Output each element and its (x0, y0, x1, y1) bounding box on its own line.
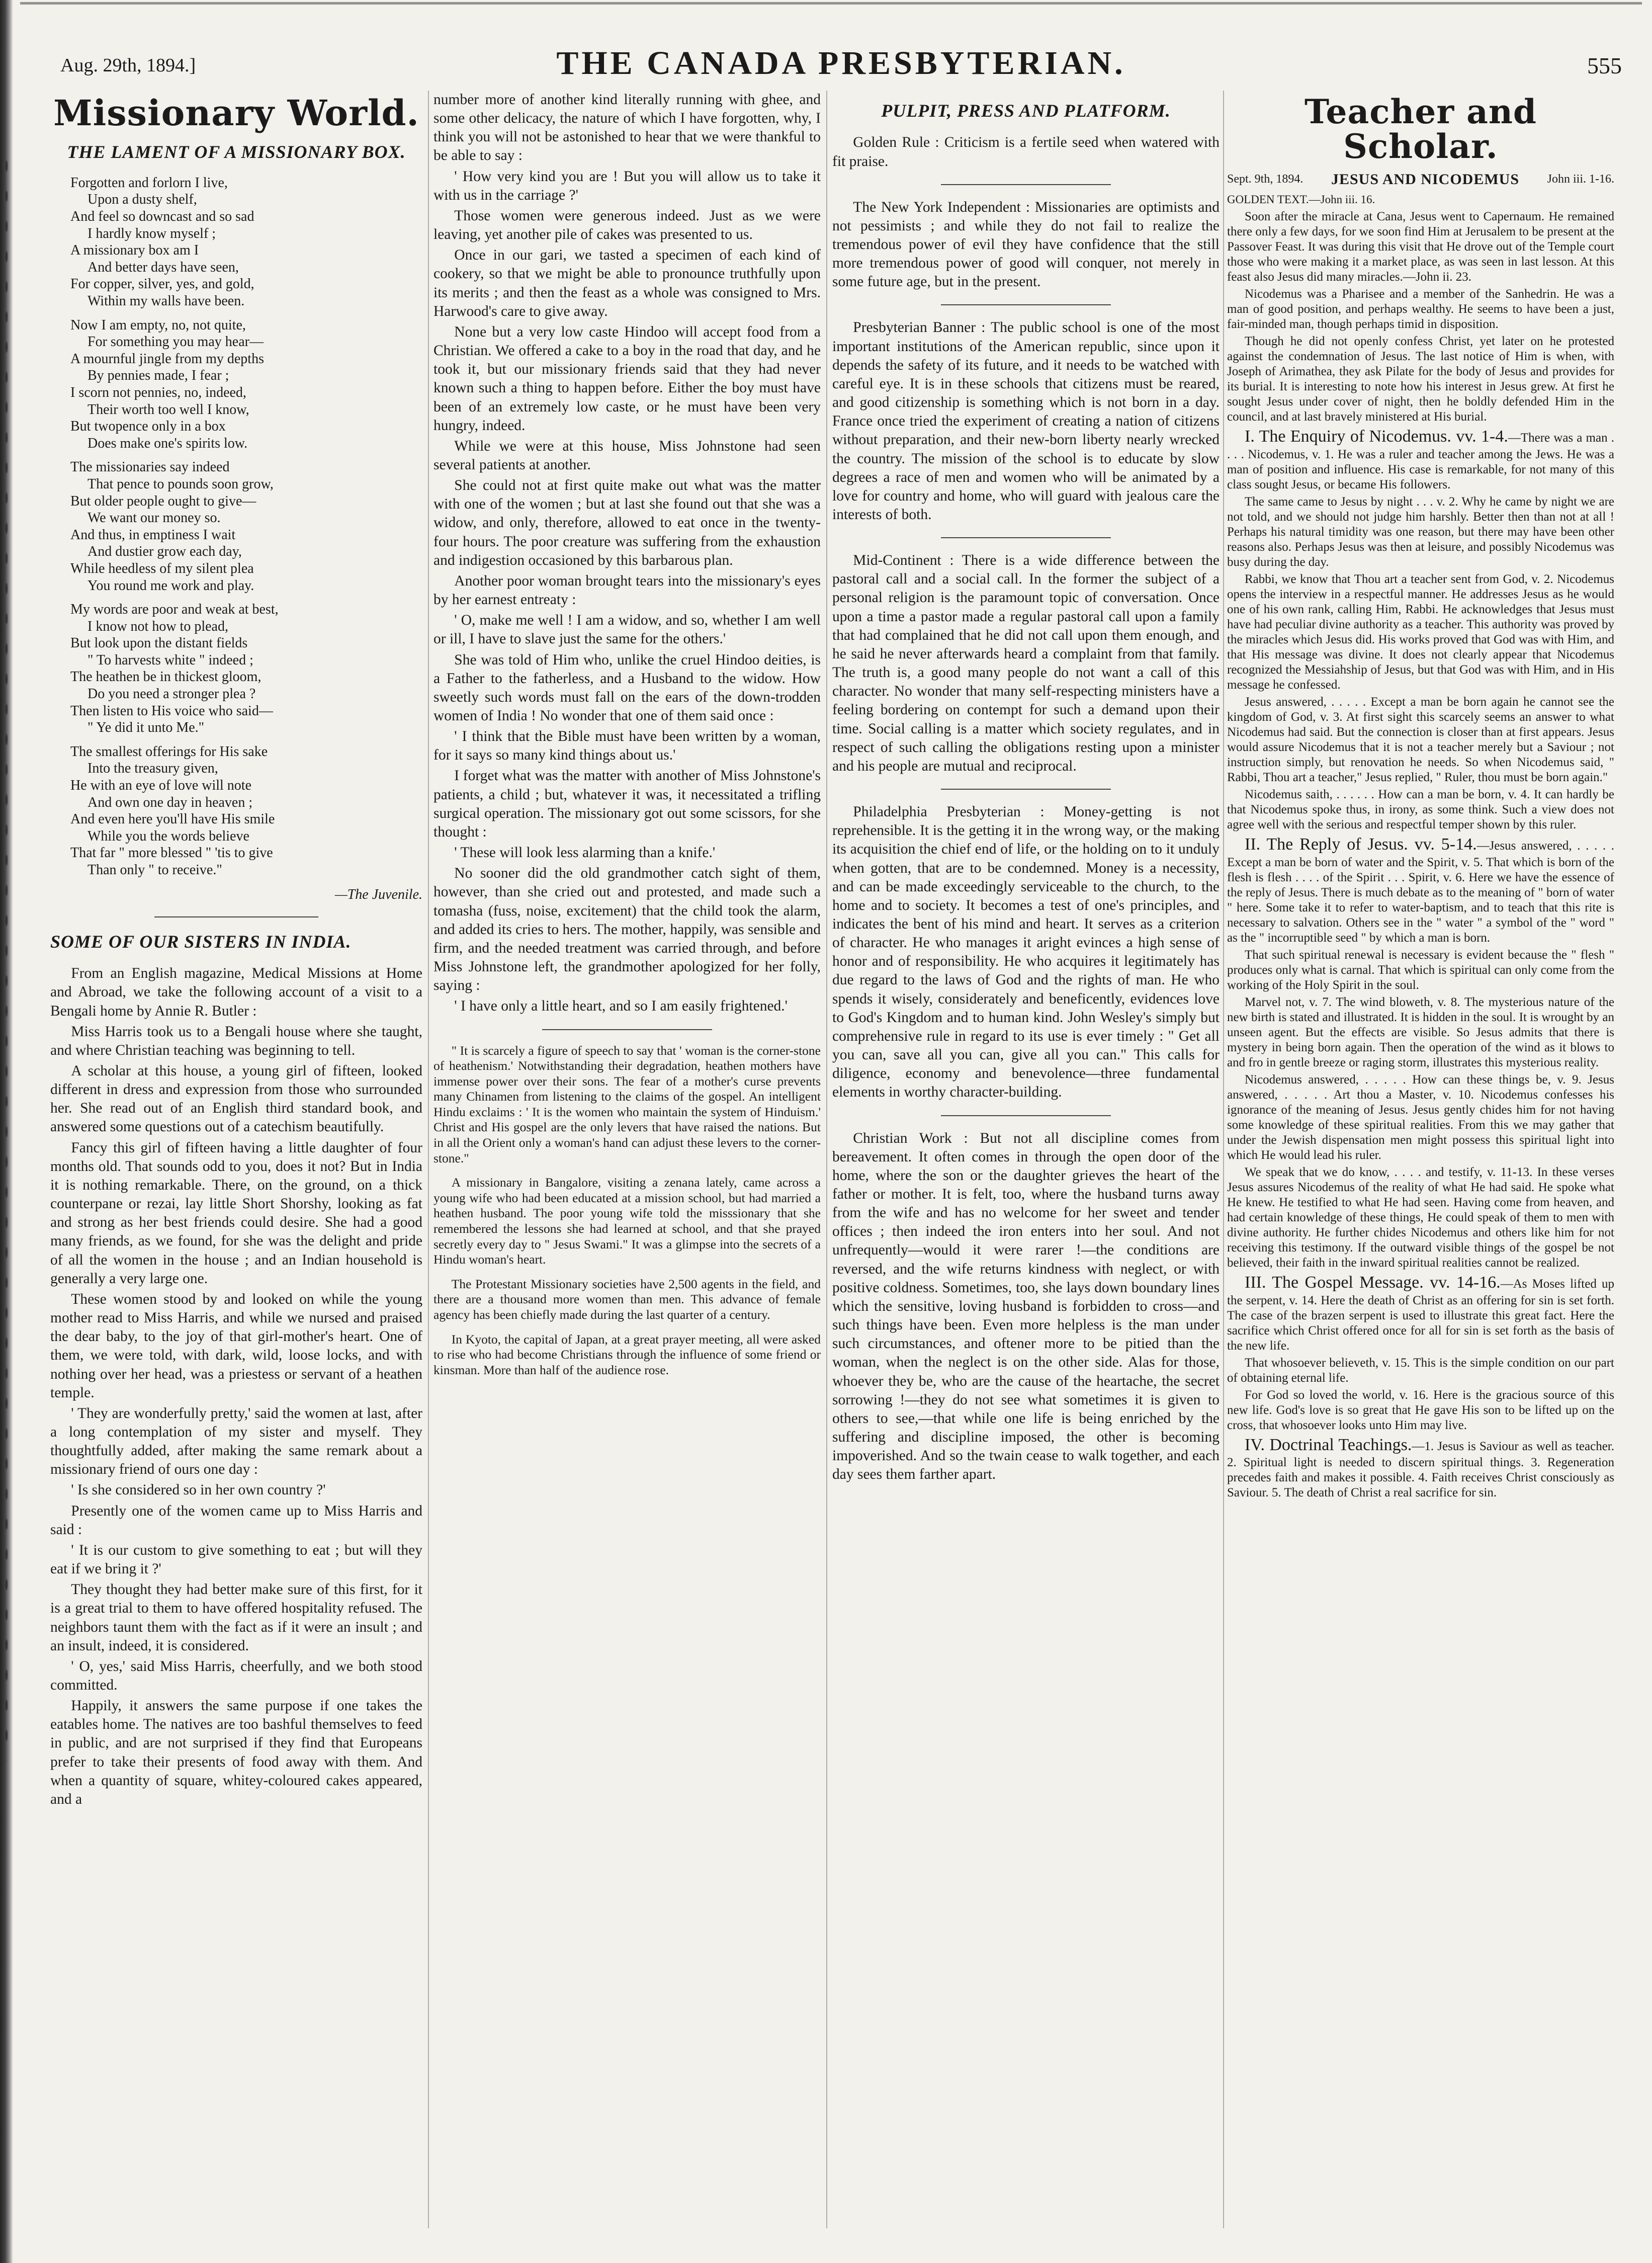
poem-line: And better days have seen, (88, 259, 239, 275)
lesson-date: Sept. 9th, 1894. (1227, 173, 1303, 186)
press-extract: Philadelphia Presbyterian : Money-getting is not reprehensible. It is the getting it in the wrong way, or the making its acquisition the chief end of life, or the holding on to it unduly when gotten, that are to be condemned. Money is a necessity, and can be made exceedingly serviceable to the church, to the home and to society. It becomes a test of one's principles, and indicates the bent of his mind and heart. It serves as a criterion of character. He who manages it aright evinces a high sense of honor and of responsibility. He who acquires it legitimately has due regard to the laws of God and the rights of man. He who spends it wisely, considerately and beneficently, evidences love to God's Kingdom and to human kind. John Wesley's simply but comprehensive rule in regard to its use is ever timely : " Get all you can, save all you can, give all you can." This calls for diligence, economy and benevolence—three fundamental elements in worthy character-building. (832, 804, 1220, 1101)
golden-text: GOLDEN TEXT.—John iii. 16. (1227, 193, 1375, 206)
paragraph: number more of another kind literally running with ghee, and some other delicacy, the nature of which I have forgotten, why, I think you will not be astonished to hear that we were thankful to be able to say : (433, 92, 821, 164)
lesson-paragraph: That such spiritual renewal is necessary is evident because the " flesh " produces only what is carnal. That which is spiritual can only come from the working of the Holy Spirit in the soul. (1227, 948, 1614, 992)
column-pulpit-press (832, 91, 1220, 2228)
poem-line: And feel so downcast and so sad (70, 209, 254, 225)
paragraph: ' O, make me well ! I am a widow, and so, whether I am well or ill, I have to slave just the same for the others.' (433, 612, 821, 647)
paragraph: Once in our gari, we tasted a specimen of each kind of cookery, so that we might be able to pronounce truthfully upon its merits ; and then the feast as a whole was consigned to Mrs. Harwood's care to give away. (433, 247, 821, 319)
note-paragraph: The Protestant Missionary societies have 2,500 agents in the field, and there are a thousand more women than men. This advance of female agency has been chiefly made during the last quarter of a century. (433, 1276, 821, 1322)
paragraph: ' It is our custom to give something to eat ; but will they eat if we bring it ?' (50, 1542, 422, 1577)
section-heading: Missionary World. (53, 92, 419, 134)
paragraph: ' These will look less alarming than a knife.' (454, 845, 716, 861)
article-body (50, 964, 422, 1809)
paragraph: While we were at this house, Miss Johnstone had seen several patients at another. (433, 438, 821, 473)
division-heading: I. The Enquiry of Nicodemus. vv. 1-4. (1245, 427, 1508, 446)
paragraph: ' Is she considered so in her own country ?' (71, 1482, 326, 1498)
section-title: PULPIT, PRESS AND PLATFORM. (881, 101, 1171, 121)
paragraph: A scholar at this house, a young girl of fifteen, looked different in dress and expression from those who surrounded her. She read out of an English third standard book, and answered some questions out of a catechism beautifully. (50, 1063, 422, 1135)
poem-line: Then listen to His voice who said— (70, 703, 273, 719)
poem-line: And dustier grow each day, (88, 544, 242, 560)
poem-line: Now I am empty, no, not quite, (70, 317, 246, 333)
press-extracts (832, 133, 1220, 1484)
divider (941, 789, 1111, 790)
poem-line: That far " more blessed " 'tis to give (70, 845, 273, 861)
poem-line: My words are poor and weak at best, (70, 602, 279, 618)
lesson-paragraph: Jesus answered, . . . . . Except a man be born again he cannot see the kingdom of God, v. 3. At first sight this scarcely seems an answer to what Nicodemus had said. But the connection is closer than at first appears. Jesus would assure Nicodemus that it is not a teacher merely but a Saviour ; not instruction simply, but renovation he needs. So when Nicodemus said, " Rabbi, Thou art a teacher," Jesus replied, " Ruler, thou must be born again." (1227, 695, 1614, 784)
division-text: —There was a man . . . . Nicodemus, v. 1. He was a ruler and teacher among the Jews. He was a man of position and influence. His case is remarkable, for not many of this class sought Jesus, or became His followers. (1227, 431, 1614, 491)
poem-stanza (70, 743, 422, 879)
poem-line: And thus, in emptiness I wait (70, 527, 236, 543)
lesson-paragraph: The same came to Jesus by night . . . v. 2. Why he came by night we are not told, and we should not judge him harshly. Better then than not at all ! Perhaps his natural timidity was one reason, but there may have been other reasons also. Perhaps Jesus was then at leisure, and possibly Nicodemus was busy during the day. (1227, 494, 1614, 569)
poem-line: The missionaries say indeed (70, 459, 230, 475)
press-extract: The New York Independent : Missionaries are optimists and not pessimists ; and while they do not fail to realize the tremendous power of evil they have confidence that the still more tremendous power of good will conquer, not merely in some future age, but in the present. (832, 199, 1220, 290)
poem (70, 175, 422, 879)
paragraph: From an English magazine, Medical Missions at Home and Abroad, we take the following account of a visit to a Bengali home by Annie R. Butler : (50, 965, 422, 1019)
lesson-paragraph: Nicodemus saith, . . . . . . How can a man be born, v. 4. It can hardly be that Nicodemus spoke thus, in irony, as some think. Such a view does not agree well with the serious and respectful temper shown by this ruler. (1227, 787, 1614, 831)
paragraph: ' O, yes,' said Miss Harris, cheerfully, and we both stood committed. (50, 1658, 422, 1694)
division-text: —As Moses lifted up the serpent, v. 14. Here the death of Christ as an offering for sin is set forth. The case of the brazen serpent is used to illustrate this great fact. Here the sacrifice which Christ offered once for all for sin is set forth as the basis of the new life. (1227, 1277, 1614, 1353)
poem-line: But twopence only in a box (70, 418, 226, 435)
article-body-continued (433, 91, 821, 1016)
note-paragraph: In Kyoto, the capital of Japan, at a great prayer meeting, all were asked to rise who had become Christians through the influence of some friend or kinsman. More than half of the audience rose. (433, 1331, 821, 1377)
division-text: —Jesus answered, . . . . . Except a man be born of water and the Spirit, v. 5. That which is born of the flesh is flesh . . . . of the Spirit . . . Spirit, v. 6. Here we have the essence of the reply of Jesus. There is much debate as to the meaning of " born of water " here. Some take it to refer to water-baptism, and to teach that this rite is necessary to salvation. Others see in the " water " a symbol of the " word " as the " incorruptible seed " by which a man is born. (1227, 839, 1614, 945)
poem-line: Do you need a stronger plea ? (88, 686, 256, 702)
paragraph: ' They are wonderfully pretty,' said the women at last, after a long contemplation of my sister and myself. They thoughtfully added, after making the same remark about a missionary friend of ours one day : (50, 1405, 422, 1478)
note-paragraph: A missionary in Bangalore, visiting a zenana lately, came across a young wife who had been educated at a mission school, but had married a heathen husband. The poor young wife told the misssionary that she remembered the lessons she had learned at school, and that she prayed secretly every day to " Jesus Swami." It was a glimpse into the secrets of a Hindu woman's heart. (433, 1175, 821, 1267)
poem-line: Their worth too well I know, (88, 401, 249, 417)
column-article-continued (433, 91, 821, 2228)
paragraph: Miss Harris took us to a Bengali house where she taught, and where Christian teaching was beginning to tell. (50, 1023, 422, 1058)
column-rule (826, 91, 827, 2228)
column-missionary-world (50, 91, 422, 2228)
divider (542, 1029, 713, 1030)
poem-stanza (70, 601, 422, 736)
divider (941, 304, 1111, 305)
poem-line: Forgotten and forlorn I live, (70, 175, 228, 191)
lesson-paragraph: For God so loved the world, v. 16. Here is the gracious source of this new life. God's love is so great that He gave His son to be lifted up on the cross, that whosoever looks unto Him may live. (1227, 1388, 1614, 1432)
lesson-division (1227, 834, 1614, 946)
poem-line: And even here you'll have His smile (70, 811, 275, 827)
poem-line: But older people ought to give— (70, 493, 256, 509)
paragraph: ' I have only a little heart, and so I am easily frightened.' (454, 998, 788, 1015)
division-heading: III. The Gospel Message. vv. 14-16. (1245, 1273, 1501, 1292)
paragraph: They thought they had better make sure of this first, for it is a great trial to them to have offered hospitality refused. The neighbors taunt them with the fact as if it were an insult ; and an insult, indeed, it is considered. (50, 1581, 422, 1654)
lesson-division (1227, 1273, 1614, 1354)
lesson-reference: John iii. 1-16. (1547, 173, 1614, 186)
poem-line: I know not how to plead, (88, 618, 228, 634)
paragraph: I forget what was the matter with another of Miss Johnstone's patients, a child ; but, whatever it was, it necessitated a trifling surgical operation. The missionary got out some scissors, for she thought : (433, 768, 821, 840)
note-paragraph: " It is scarcely a figure of speech to say that ' woman is the corner-stone of heathenism.' Notwithstanding their degradation, heathen mothers have immense power over their sons. The fear of a mother's curse prevents many Chinamen from listening to the claims of the gospel. An intelligent Hindu exclaims : ' It is the women who maintain the system of Hinduism.' Christ and His gospel are the only levers that have raised the nations. But in all the Orient only a woman's hand can adjust these levers to the corner-stone." (433, 1043, 821, 1165)
lesson-paragraph: We speak that we do know, . . . . and testify, v. 11-13. In these verses Jesus assures Nicodemus of the reality of what He had said. He spoke what He knew. He testified to what He had seen. Having come from heaven, and had certain knowledge of these things, He could speak of them to men with divine authority. He further chides Nicodemus and others like him for not receiving this testimony. If the outward visible things of the gospel be not believed, their faith in the inward spiritual realities cannot be realized. (1227, 1165, 1614, 1270)
lesson-division (1227, 1435, 1614, 1501)
lesson-body (1227, 209, 1614, 1500)
press-extract: Mid-Continent : There is a wide difference between the pastoral call and a social call. In the former the subject of a personal religion is the paramount topic of conversation. Once upon a time a pastor made a regular pastoral call upon a family that had complained that he did not call upon them enough, and he said he never afterwards heard a complaint from that family. The truth is, a good many people do not want a call of this character. No wonder that many self-respecting ministers have a feeling bordering on contempt for such a demand upon their time. Social calling is a matter which society regulates, and in respect of such calling the obligations resting upon a minister and his people are mutual and reciprocal. (832, 552, 1220, 774)
paragraph: Happily, it answers the same purpose if one takes the eatables home. The natives are too bashful themselves to feed in public, and are not surprised if they find that Europeans prefer to take their presents of food away with them. And when a quantity of square, whitey-coloured cakes appeared, and a (50, 1698, 422, 1807)
paragraph: These women stood by and looked on while the young mother read to Miss Harris, and while we nursed and praised the dear baby, to the joy of that girl-mother's heart. One of them, we were told, with dark, wild, loose locks, and with nothing over her head, was a priestess or servant of a heathen temple. (50, 1291, 422, 1401)
poem-title: THE LAMENT OF A MISSIONARY BOX. (67, 141, 406, 162)
divider (941, 1115, 1111, 1116)
poem-line: I scorn not pennies, no, indeed, (70, 384, 246, 400)
poem-line: The smallest offerings for His sake (70, 743, 268, 760)
lesson-paragraph: Rabbi, we know that Thou art a teacher sent from God, v. 2. Nicodemus opens the interview in a respectful manner. He addresses Jesus as he would one of his own rank, calling Him, Rabbi. He acknowledges that Jesus must have had peculiar divine authority as a teacher. This authority was proved by the miracles which Jesus did. His works proved that God was with Him, and that His message was divine. It does not clearly appear that Nicodemus recognized the Messiahship of Jesus, but that God was with Him, and in His message he confessed. (1227, 572, 1614, 692)
lesson-title: JESUS AND NICODEMUS (1331, 171, 1520, 188)
lesson-division (1227, 427, 1614, 492)
binding-holes (3, 151, 12, 1761)
paragraph: Another poor woman brought tears into the missionary's eyes by her earnest entreaty : (433, 572, 821, 608)
lesson-paragraph: Marvel not, v. 7. The wind bloweth, v. 8. The mysterious nature of the new birth is stated and illustrated. It is hidden in the soul. It is wrought by an unseen agent. But the effects are visible. So Jesus admits that there is mystery in being born again. Then the operation of the wind as it blows to and fro in gentle breeze or raging storm, illustrates this mysterious reality. (1227, 995, 1614, 1069)
lesson-paragraph: Though he did not openly confess Christ, yet later on he protested against the condemnation of Jesus. The last notice of Him is when, with Joseph of Arimathea, they ask Pilate for the body of Jesus and provides for its burial. It is interesting to note how his interest in Jesus grew. At first he sought Jesus under cover of night, then he boldly defended Him in the council, and at last bravely ministered at His burial. (1227, 334, 1614, 424)
poem-line: Into the treasury given, (88, 761, 218, 777)
paragraph: Fancy this girl of fifteen having a little daughter of four months old. That sounds odd to you, does it not? But in India it is nothing remarkable. There, on the ground, on a thick counterpane or rezai, lay little Short Shorshy, looking as fat and strong as her best friends could desire. She had a good many friends, as we found, for she was the delight and pride of all the women in the house ; and an Indian household is generally a very large one. (50, 1139, 422, 1287)
poem-line: " To harvests white " indeed ; (88, 652, 253, 668)
poem-line: For copper, silver, yes, and gold, (70, 276, 254, 292)
lesson-paragraph: Soon after the miracle at Cana, Jesus went to Capernaum. He remained there only a few days, for we soon find Him at Jerusalem to be present at the Passover Feast. It was during this visit that He drove out of the Temple court those who were making it a market place, as was seen in last lesson. At this feast also Jesus did many miracles.—John ii. 23. (1227, 210, 1614, 284)
paragraph: She could not at first quite make out what was the matter with one of the women ; but at last she found out that she was a widow, and only, therefore, allowed to eat once in the twenty-four hours. The poor creature was suffering from the exhaustion and indigestion occasioned by this barbarous plan. (433, 477, 821, 568)
poem-line: A missionary box am I (70, 242, 199, 259)
poem-line: Does make one's spirits low. (88, 435, 248, 451)
lesson-header (1227, 171, 1614, 189)
poem-stanza (70, 175, 422, 310)
issue-date: Aug. 29th, 1894.] (60, 55, 196, 76)
poem-line: And own one day in heaven ; (88, 794, 253, 810)
poem-line: That pence to pounds soon grow, (88, 476, 274, 492)
poem-stanza (70, 459, 422, 594)
poem-line: Upon a dusty shelf, (88, 192, 197, 208)
paragraph: She was told of Him who, unlike the cruel Hindoo deities, is a Father to the fatherless, and a Husband to the widow. How sweetly such words must fall on the ears of the down-trodden women of India ! No wonder that one of them said once : (433, 651, 821, 724)
poem-line: Within my walls have been. (88, 293, 245, 309)
poem-line: He with an eye of love will note (70, 778, 252, 794)
divider (154, 916, 318, 917)
paragraph: None but a very low caste Hindoo will accept food from a Christian. We offered a cake to a boy in the road that day, and he took it, but our missionary friends said that they had never known such a thing to happen before. Either the boy must have been of an extremely low caste, or he must have been very hungry, indeed. (433, 323, 821, 434)
paragraph: Those women were generous indeed. Just as we were leaving, yet another pile of cakes was presented to us. (433, 207, 821, 243)
poem-credit: —The Juvenile. (334, 886, 422, 902)
division-text: —1. Jesus is Saviour as well as teacher. 2. Spiritual light is needed to discern spiritual things. 3. Regeneration precedes faith and makes it possible. 4. Faith receives Christ consciously as Saviour. 5. The death of Christ a real sacrifice for sin. (1227, 1439, 1614, 1500)
paragraph: Presently one of the women came up to Miss Harris and said : (50, 1502, 422, 1538)
poem-line: You round me work and play. (88, 577, 254, 594)
newspaper-title: THE CANADA PRESBYTERIAN. (556, 45, 1126, 81)
missionary-notes (433, 1043, 821, 1378)
paragraph: ' I think that the Bible must have been written by a woman, for it says so many kind things about us.' (433, 728, 821, 764)
poem-line: The heathen be in thickest gloom, (70, 669, 262, 685)
lesson-paragraph: That whosoever believeth, v. 15. This is the simple condition on our part of obtaining eternal life. (1227, 1356, 1614, 1385)
lesson-paragraph: Nicodemus was a Pharisee and a member of the Sanhedrin. He was a man of good position, and perhaps wealthy. He seems to have been a just, fair-minded man, though perhaps timid in disposition. (1227, 287, 1614, 331)
section-heading: Teacher and Scholar. (1304, 92, 1537, 166)
division-heading: II. The Reply of Jesus. vv. 5-14. (1245, 834, 1477, 854)
press-extract: Presbyterian Banner : The public school is one of the most important institutions of the American republic, since upon it depends the safety of its future, and it needs to be watched with careful eye. It is in these schools that citizens must be reared, and good citizenship is something which is not born in a day. France once tried the experiment of creating a nation of citizens without preparation, and their new-born liberty nearly wrecked the country. The mission of the school is to educate by slow degrees a race of men and women who will be animated by a love for country and home, who will guard with jealous care the interests of both. (832, 319, 1220, 523)
masthead (60, 35, 1622, 91)
poem-line: We want our money so. (88, 510, 221, 526)
division-heading: IV. Doctrinal Teachings. (1245, 1435, 1412, 1454)
poem-line: While heedless of my silent plea (70, 560, 254, 576)
poem-line: I hardly know myself ; (88, 225, 216, 241)
poem-line: A mournful jingle from my depths (70, 351, 264, 367)
article-title: SOME OF OUR SISTERS IN INDIA. (50, 931, 352, 952)
press-extract: Christian Work : But not all discipline comes from bereavement. It often comes in through the open door of the home, where the son or the daughter grieves the heart of the father or mother. It is felt, too, where the husband turns away from the wife and has no welcome for her sweet and tender offices ; then indeed the iron enters into her soul. And not unfrequently—would it were rarer !—the conditions are reversed, and the wife returns kindness with neglect, or with positive coldness. Sometimes, too, she lays down boundary lines which the sensitive, loving husband is forbidden to cross—and such things have been. Even more helpless is the man under such circumstances, and oftener more to be pitied than the woman, when the neglect is on the other side. Alas for those, whoever they be, who are the cause of the heartache, the secret sorrowing !—they do not see what sometimes it is given to others to see,—that while one life is being enriched by the suffering and discipline imposed, the other is becoming impoverished. And so the twain cease to walk together, and each day sees them farther apart. (832, 1130, 1220, 1483)
poem-line: " Ye did it unto Me." (88, 720, 205, 736)
paragraph: ' How very kind you are ! But you will allow us to take it with us in the carriage ?' (433, 168, 821, 203)
poem-line: For something you may hear— (88, 334, 264, 350)
divider (941, 184, 1111, 185)
press-extract: Golden Rule : Criticism is a fertile seed when watered with fit praise. (832, 134, 1220, 170)
poem-stanza (70, 317, 422, 452)
column-rule (1223, 91, 1224, 2228)
poem-line: But look upon the distant fields (70, 635, 248, 651)
column-rule (428, 91, 429, 2228)
top-border (20, 2, 1642, 5)
divider (941, 537, 1111, 538)
paragraph: No sooner did the old grandmother catch sight of them, however, than she cried out and protested, and made such a tomasha (fuss, noise, excitement) that the child took the alarm, and added its cries to hers. The mother, happily, was sensible and firm, and the needed treatment was carried through, and before Miss Johnstone left, the grandmother apologized for her folly, saying : (433, 865, 821, 994)
lesson-paragraph: Nicodemus answered, . . . . . How can these things be, v. 9. Jesus answered, . . . . . Art thou a Master, v. 10. Nicodemus confesses his ignorance of the meaning of Jesus. Jesus gently chides him for not having some knowledge of these spiritual realities. From this we may gather that under the Jewish dispensation men might possess this spiritual light into which He would lead his ruler. (1227, 1072, 1614, 1162)
poem-line: While you the words believe (88, 828, 249, 844)
poem-line: By pennies made, I fear ; (88, 368, 229, 384)
poem-line: Than only " to receive." (88, 862, 222, 878)
column-teacher-scholar (1227, 91, 1614, 2228)
page-number: 555 (1587, 53, 1622, 78)
